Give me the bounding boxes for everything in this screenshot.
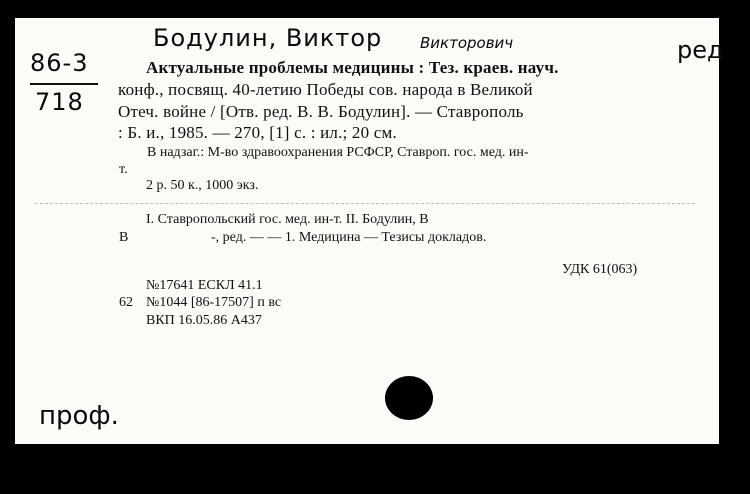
tracing-line-2-prefix: В xyxy=(119,230,129,245)
registry-line-2: №1044 [86-17507] п вс xyxy=(146,295,282,310)
registry-line-1: №17641 ЕСКЛ 41.1 xyxy=(146,278,263,293)
record-line-3: Отеч. войне / [Отв. ред. В. В. Бодулин]. — Ставрополь xyxy=(118,102,524,121)
udc-code: УДК 61(063) xyxy=(562,262,638,277)
registry-line-2-prefix: 62 xyxy=(119,295,133,310)
note-line-2: т. xyxy=(119,162,128,177)
handwritten-author-heading: Бодулин, Виктор xyxy=(153,24,383,52)
registry-line-3: ВКП 16.05.86 А437 xyxy=(146,313,262,328)
handwritten-author-name: Викторович xyxy=(420,34,514,52)
record-line-1: Актуальные проблемы медицины : Тез. краев. науч. xyxy=(146,58,559,77)
tracing-line-2: -, ред. — — 1. Медицина — Тезисы докладов. xyxy=(211,230,487,245)
handwritten-call-number-top: 86-3 xyxy=(30,49,89,77)
handwritten-call-number-bottom: 718 xyxy=(35,88,84,116)
record-line-4: : Б. и., 1985. — 270, [1] с. : ил.; 20 см. xyxy=(118,123,397,142)
call-number-divider xyxy=(30,83,98,85)
divider-line xyxy=(35,203,695,204)
note-line-1: В надзаг.: М-во здравоохранения РСФСР, Ставроп. гос. мед. ин- xyxy=(147,145,529,160)
tracing-line-1: I. Ставропольский гос. мед. ин-т. II. Бодулин, В xyxy=(146,212,429,227)
catalog-card xyxy=(15,18,724,444)
punch-hole xyxy=(385,376,433,420)
note-line-3: 2 р. 50 к., 1000 экз. xyxy=(146,178,259,193)
record-line-2: конф., посвящ. 40-летию Победы сов. народа в Великой xyxy=(118,80,533,99)
handwritten-subject-note: проф. xyxy=(39,401,119,431)
handwritten-role-note: ред xyxy=(677,36,724,64)
